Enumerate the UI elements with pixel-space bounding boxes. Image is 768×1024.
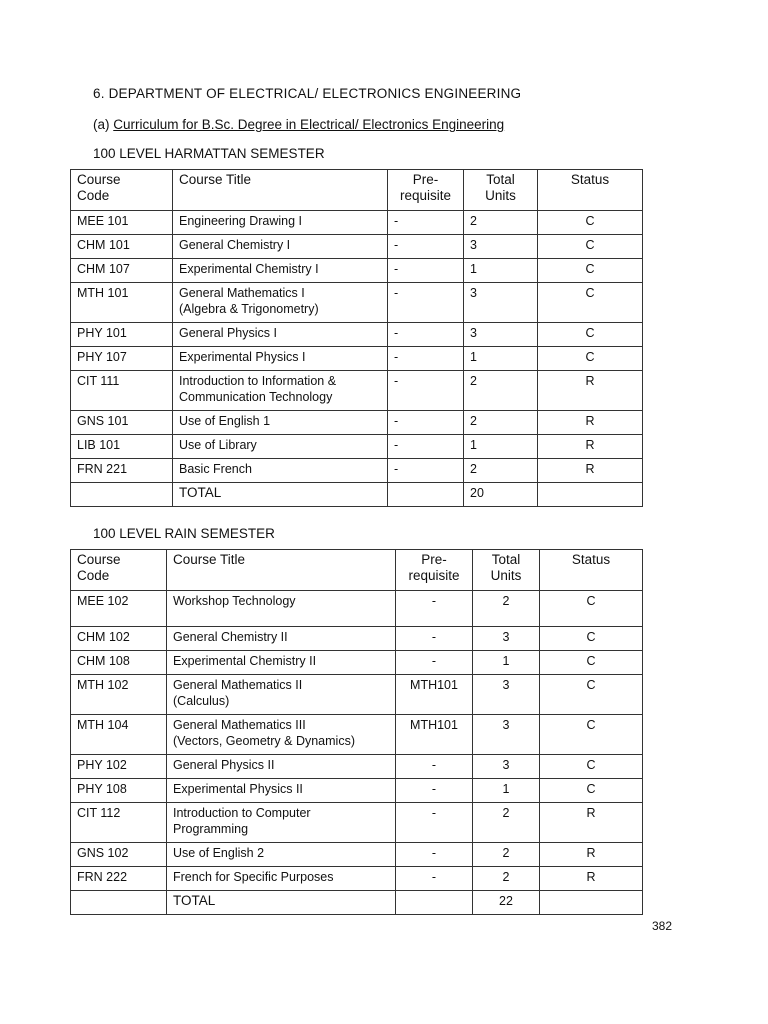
- course-code-cell: [71, 235, 173, 259]
- header-course-title-text: Course Title: [173, 552, 246, 567]
- status: C: [586, 678, 596, 692]
- status: C: [586, 630, 596, 644]
- status-cell: [538, 411, 643, 435]
- status-cell: [540, 675, 643, 715]
- course-code-cell: [71, 843, 167, 867]
- status-cell: [540, 843, 643, 867]
- total-units: 22: [499, 894, 513, 908]
- table-row: [71, 843, 643, 867]
- course-code-cell: [71, 755, 167, 779]
- cell-text-line: requisite: [399, 188, 452, 203]
- table-row: [71, 371, 643, 411]
- units: 2: [502, 846, 510, 860]
- prerequisite-cell: [388, 459, 464, 483]
- table-row: [71, 779, 643, 803]
- status: R: [585, 414, 595, 428]
- course-code: CHM 108: [77, 654, 130, 668]
- prerequisite-cell: [396, 843, 473, 867]
- units-cell: [464, 259, 538, 283]
- header-total-units: [473, 550, 540, 591]
- status: C: [586, 718, 596, 732]
- status-cell: [540, 715, 643, 755]
- status-cell: [538, 435, 643, 459]
- course-code-cell: [71, 591, 167, 627]
- course-code: CIT 111: [77, 374, 120, 388]
- curriculum-subheading: [93, 117, 504, 132]
- units: 1: [470, 350, 477, 364]
- prerequisite: -: [431, 846, 437, 860]
- table-row: [71, 435, 643, 459]
- total-empty-cell: [396, 891, 473, 915]
- cell-text-line: Programming: [173, 822, 249, 836]
- course-code-cell: [71, 411, 173, 435]
- course-code-cell: [71, 459, 173, 483]
- status: C: [586, 654, 596, 668]
- table-row: [71, 323, 643, 347]
- cell-text-line: General Physics I: [179, 326, 277, 340]
- course-title-cell: [173, 283, 388, 323]
- cell-text-line: Total: [486, 172, 515, 187]
- units-cell: [473, 675, 540, 715]
- status: R: [586, 806, 596, 820]
- semester-2-table: [70, 549, 643, 915]
- cell-text-line: General Mathematics II: [173, 678, 303, 692]
- header-course-code: [71, 170, 173, 211]
- prerequisite: -: [394, 214, 399, 228]
- semester-1-title: 100 LEVEL HARMATTAN SEMESTER: [93, 146, 325, 161]
- units-cell: [464, 323, 538, 347]
- status: C: [585, 214, 595, 228]
- total-empty-cell: [538, 483, 643, 507]
- prerequisite: -: [394, 286, 399, 300]
- units-cell: [473, 867, 540, 891]
- prerequisite-cell: [396, 755, 473, 779]
- units-cell: [473, 755, 540, 779]
- prerequisite: -: [394, 374, 399, 388]
- total-empty-cell: [71, 891, 167, 915]
- cell-text-line: French for Specific Purposes: [173, 870, 334, 884]
- header-course-title: [173, 170, 388, 211]
- course-title-cell: [167, 779, 396, 803]
- course-code-cell: [71, 675, 167, 715]
- cell-text-line: Total: [491, 552, 521, 567]
- prerequisite-cell: [396, 715, 473, 755]
- total-label-cell: [167, 891, 396, 915]
- course-code: PHY 101: [77, 326, 127, 340]
- curriculum-prefix: (a): [93, 117, 114, 132]
- cell-text-line: Pre-: [421, 552, 447, 567]
- units-cell: [473, 803, 540, 843]
- units: 2: [470, 414, 477, 428]
- total-empty-cell: [71, 483, 173, 507]
- status-cell: [540, 867, 643, 891]
- units-cell: [464, 347, 538, 371]
- total-row: [71, 483, 643, 507]
- units: 2: [502, 870, 510, 884]
- units: 2: [502, 806, 510, 820]
- cell-text-line: Basic French: [179, 462, 252, 476]
- prerequisite: -: [394, 262, 399, 276]
- status: R: [586, 846, 596, 860]
- header-status: [540, 550, 643, 591]
- course-code: MTH 104: [77, 718, 129, 732]
- cell-text-line: Experimental Chemistry I: [179, 262, 319, 276]
- cell-text-line: Use of English 2: [173, 846, 265, 860]
- units: 3: [502, 630, 510, 644]
- table-row: [71, 715, 643, 755]
- units: 1: [470, 262, 477, 276]
- total-units-cell: [473, 891, 540, 915]
- status: R: [586, 870, 596, 884]
- table-row: [71, 347, 643, 371]
- cell-text-line: General Chemistry I: [179, 238, 291, 252]
- status-cell: [540, 627, 643, 651]
- units: 1: [502, 782, 510, 796]
- status: R: [585, 438, 595, 452]
- status: C: [586, 782, 596, 796]
- prerequisite-cell: [396, 651, 473, 675]
- course-code: MTH 102: [77, 678, 129, 692]
- department-heading: 6. DEPARTMENT OF ELECTRICAL/ ELECTRONICS ENGINEERING: [93, 86, 522, 101]
- prerequisite: -: [431, 594, 437, 608]
- course-code: PHY 102: [77, 758, 127, 772]
- units-cell: [473, 591, 540, 627]
- header-status: [538, 170, 643, 211]
- course-code: CIT 112: [77, 806, 121, 820]
- prerequisite-cell: [388, 259, 464, 283]
- prerequisite-cell: [396, 627, 473, 651]
- units-cell: [464, 459, 538, 483]
- course-title-cell: [167, 755, 396, 779]
- total-units-cell: [464, 483, 538, 507]
- course-title-cell: [167, 627, 396, 651]
- status: C: [586, 594, 596, 608]
- prerequisite-cell: [396, 867, 473, 891]
- units: 2: [502, 594, 510, 608]
- cell-text-line: Introduction to Computer: [173, 806, 311, 820]
- table-row: [71, 235, 643, 259]
- total-row: [71, 891, 643, 915]
- prerequisite-cell: [388, 235, 464, 259]
- header-total-units: [464, 170, 538, 211]
- course-title-cell: [173, 435, 388, 459]
- course-title-cell: [173, 211, 388, 235]
- units: 2: [470, 374, 477, 388]
- total-label: TOTAL: [179, 485, 222, 500]
- table-row: [71, 651, 643, 675]
- cell-text-line: (Vectors, Geometry & Dynamics): [173, 734, 355, 748]
- course-title-cell: [173, 323, 388, 347]
- status: C: [585, 286, 595, 300]
- units: 3: [502, 758, 510, 772]
- course-code: CHM 102: [77, 630, 130, 644]
- status-cell: [540, 755, 643, 779]
- course-title-cell: [173, 371, 388, 411]
- total-units: 20: [470, 486, 484, 500]
- cell-text-line: Experimental Physics I: [179, 350, 306, 364]
- table-row: [71, 411, 643, 435]
- prerequisite-cell: [388, 371, 464, 411]
- status-cell: [540, 591, 643, 627]
- course-title-cell: [173, 235, 388, 259]
- prerequisite-cell: [388, 283, 464, 323]
- header-prerequisite: [396, 550, 473, 591]
- semester-2-title: 100 LEVEL RAIN SEMESTER: [93, 526, 275, 541]
- units: 3: [502, 678, 510, 692]
- course-code: GNS 101: [77, 414, 129, 428]
- course-title-cell: [167, 675, 396, 715]
- table-row: [71, 259, 643, 283]
- table-row: [71, 867, 643, 891]
- units: 3: [502, 718, 510, 732]
- course-code-cell: [71, 779, 167, 803]
- prerequisite: MTH101: [410, 718, 458, 732]
- status: C: [585, 262, 595, 276]
- course-code-cell: [71, 627, 167, 651]
- status-cell: [540, 651, 643, 675]
- status-cell: [538, 259, 643, 283]
- cell-text-line: General Physics II: [173, 758, 275, 772]
- prerequisite-cell: [396, 779, 473, 803]
- total-label-cell: [173, 483, 388, 507]
- table-row: [71, 755, 643, 779]
- status: R: [585, 462, 595, 476]
- course-code-cell: [71, 867, 167, 891]
- cell-text-line: Use of Library: [179, 438, 257, 452]
- status-cell: [538, 211, 643, 235]
- course-code: MEE 101: [77, 214, 129, 228]
- course-code-cell: [71, 803, 167, 843]
- prerequisite-cell: [388, 435, 464, 459]
- prerequisite: -: [431, 758, 437, 772]
- prerequisite-cell: [388, 347, 464, 371]
- course-code: FRN 221: [77, 462, 128, 476]
- cell-text-line: Communication Technology: [179, 390, 333, 404]
- status-cell: [538, 347, 643, 371]
- table-row: [71, 803, 643, 843]
- cell-text-line: General Chemistry II: [173, 630, 288, 644]
- cell-text-line: Experimental Chemistry II: [173, 654, 317, 668]
- units: 2: [470, 462, 477, 476]
- header-row: [71, 550, 643, 591]
- prerequisite-cell: [396, 675, 473, 715]
- cell-text-line: (Algebra & Trigonometry): [179, 302, 319, 316]
- cell-text-line: (Calculus): [173, 694, 230, 708]
- prerequisite-cell: [388, 323, 464, 347]
- status-cell: [538, 323, 643, 347]
- course-code: PHY 108: [77, 782, 127, 796]
- cell-text-line: Engineering Drawing I: [179, 214, 302, 228]
- prerequisite-cell: [388, 211, 464, 235]
- course-code-cell: [71, 283, 173, 323]
- cell-text-line: Experimental Physics II: [173, 782, 303, 796]
- prerequisite-cell: [396, 803, 473, 843]
- course-title-cell: [167, 591, 396, 627]
- header-course-title-text: Course Title: [179, 172, 252, 187]
- course-title-cell: [173, 259, 388, 283]
- course-title-cell: [167, 803, 396, 843]
- prerequisite: -: [394, 326, 399, 340]
- header-course-title: [167, 550, 396, 591]
- prerequisite: -: [394, 238, 399, 252]
- header-prerequisite: [388, 170, 464, 211]
- prerequisite-cell: [388, 411, 464, 435]
- header-row: [71, 170, 643, 211]
- units-cell: [464, 283, 538, 323]
- course-code-cell: [71, 211, 173, 235]
- total-empty-cell: [540, 891, 643, 915]
- cell-text-line: Workshop Technology: [173, 594, 296, 608]
- table-row: [71, 283, 643, 323]
- course-code: FRN 222: [77, 870, 128, 884]
- units: 3: [470, 238, 477, 252]
- semester-1-table: [70, 169, 643, 507]
- course-title-cell: [173, 459, 388, 483]
- header-status-text: Status: [570, 172, 610, 187]
- prerequisite: -: [394, 350, 399, 364]
- status-cell: [538, 235, 643, 259]
- course-title-cell: [167, 867, 396, 891]
- course-code-cell: [71, 347, 173, 371]
- course-title-cell: [167, 651, 396, 675]
- prerequisite: -: [431, 806, 437, 820]
- cell-text-line: Course: [77, 552, 121, 567]
- units: 3: [470, 286, 477, 300]
- cell-text-line: General Mathematics III: [173, 718, 306, 732]
- units: 1: [502, 654, 510, 668]
- cell-text-line: Use of English 1: [179, 414, 271, 428]
- prerequisite: MTH101: [410, 678, 458, 692]
- course-code: MEE 102: [77, 594, 129, 608]
- units-cell: [473, 651, 540, 675]
- prerequisite: -: [394, 414, 399, 428]
- cell-text-line: General Mathematics I: [179, 286, 305, 300]
- course-title-cell: [173, 411, 388, 435]
- units-cell: [473, 627, 540, 651]
- total-empty-cell: [388, 483, 464, 507]
- table-row: [71, 675, 643, 715]
- total-label: TOTAL: [173, 893, 216, 908]
- cell-text-line: Units: [490, 568, 522, 583]
- header-course-code: [71, 550, 167, 591]
- prerequisite: -: [431, 870, 437, 884]
- course-code-cell: [71, 715, 167, 755]
- course-code: MTH 101: [77, 286, 129, 300]
- course-code-cell: [71, 371, 173, 411]
- status-cell: [538, 371, 643, 411]
- units-cell: [473, 843, 540, 867]
- status-cell: [538, 283, 643, 323]
- course-code: CHM 101: [77, 238, 130, 252]
- table-row: [71, 459, 643, 483]
- status: C: [585, 238, 595, 252]
- table-row: [71, 591, 643, 627]
- prerequisite: -: [394, 438, 399, 452]
- units-cell: [464, 435, 538, 459]
- table-row: [71, 627, 643, 651]
- curriculum-title: Curriculum for B.Sc. Degree in Electrical/ Electronics Engineering: [113, 117, 505, 132]
- table-row: [71, 211, 643, 235]
- units-cell: [464, 211, 538, 235]
- prerequisite: -: [394, 462, 399, 476]
- units: 1: [470, 438, 477, 452]
- course-code-cell: [71, 323, 173, 347]
- units-cell: [464, 371, 538, 411]
- status-cell: [540, 779, 643, 803]
- units-cell: [464, 235, 538, 259]
- status: C: [585, 326, 595, 340]
- units-cell: [464, 411, 538, 435]
- prerequisite: -: [431, 782, 437, 796]
- cell-text-line: Course: [77, 172, 121, 187]
- course-code-cell: [71, 259, 173, 283]
- cell-text-line: Code: [77, 188, 110, 203]
- header-status-text: Status: [571, 552, 611, 567]
- course-code: CHM 107: [77, 262, 130, 276]
- course-title-cell: [167, 843, 396, 867]
- cell-text-line: Units: [485, 188, 516, 203]
- course-code: GNS 102: [77, 846, 129, 860]
- units: 2: [470, 214, 477, 228]
- cell-text-line: Code: [77, 568, 110, 583]
- status: C: [585, 350, 595, 364]
- course-code: LIB 101: [77, 438, 121, 452]
- units-cell: [473, 715, 540, 755]
- cell-text-line: requisite: [408, 568, 460, 583]
- cell-text-line: Pre-: [412, 172, 439, 187]
- status-cell: [538, 459, 643, 483]
- course-code-cell: [71, 651, 167, 675]
- page-number: 382: [652, 919, 673, 933]
- status: C: [586, 758, 596, 772]
- units-cell: [473, 779, 540, 803]
- course-code-cell: [71, 435, 173, 459]
- cell-text-line: Introduction to Information &: [179, 374, 337, 388]
- status: R: [585, 374, 595, 388]
- course-code: PHY 107: [77, 350, 127, 364]
- units: 3: [470, 326, 477, 340]
- course-title-cell: [173, 347, 388, 371]
- prerequisite: -: [431, 630, 437, 644]
- prerequisite: -: [431, 654, 437, 668]
- prerequisite-cell: [396, 591, 473, 627]
- status-cell: [540, 803, 643, 843]
- course-title-cell: [167, 715, 396, 755]
